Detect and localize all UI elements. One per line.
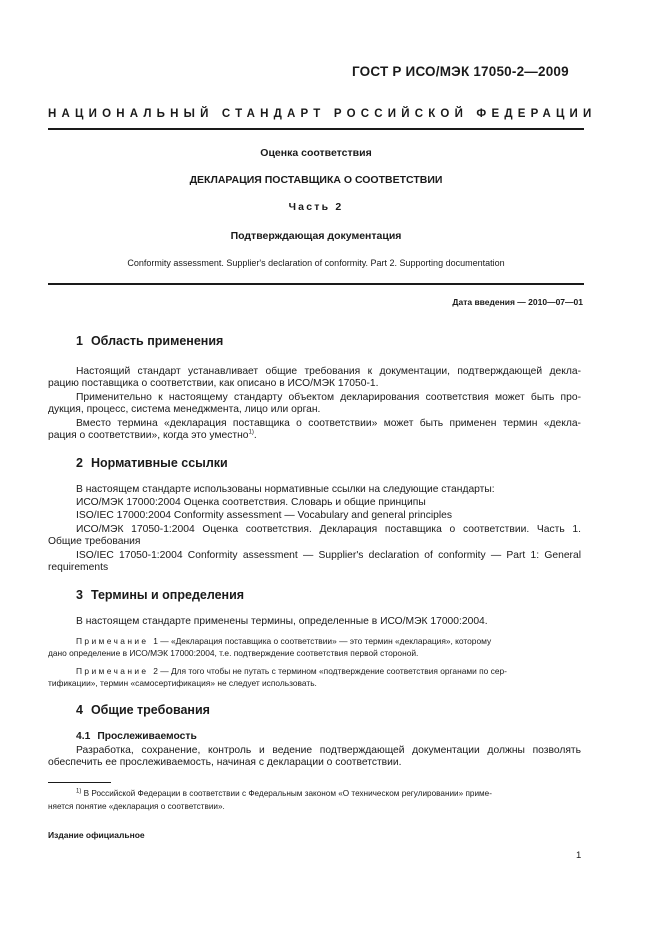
effective-date: Дата введения — 2010—07—01 <box>452 297 583 307</box>
section-1-p1-line1: Настоящий стандарт устанавливает общие требования к документации, подтверждающей декла- <box>76 366 581 377</box>
title-bottom-rule <box>48 283 584 285</box>
reference-4-line1: ISO/IEC 17050-1:2004 Conformity assessment — Supplier's declaration of conformity — Part 1: General <box>76 550 581 561</box>
reference-4-line2: requirements <box>48 562 109 573</box>
section-1-p2-line2: дукция, процесс, система менеджмента, лицо или орган. <box>48 404 321 415</box>
english-title: Conformity assessment. Supplier's declaration of conformity. Part 2. Supporting documentation <box>127 258 505 268</box>
subsection-title: Прослеживаемость <box>97 731 197 742</box>
part-label: Часть 2 <box>288 201 344 213</box>
section-1-p1-line2: рацию поставщика о соответствии, как описано в ИСО/МЭК 17050-1. <box>48 378 379 389</box>
section-3-heading <box>76 588 244 602</box>
title-line-1: Оценка соответствия <box>260 147 372 159</box>
section-number: 2 <box>76 456 83 470</box>
section-3-intro: В настоящем стандарте применены термины, определенные в ИСО/МЭК 17000:2004. <box>76 616 488 627</box>
section-4-p-line1: Разработка, сохранение, контроль и ведение подтверждающей документации должны позволять <box>76 745 581 756</box>
title-line-2: ДЕКЛАРАЦИЯ ПОСТАВЩИКА О СООТВЕТСТВИИ <box>189 174 443 186</box>
note-text: — «Декларация поставщика о соответствии» — это термин «декларация», которому <box>160 636 492 646</box>
section-1-heading <box>76 334 223 348</box>
reference-3-line2: Общие требования <box>48 536 141 547</box>
footnote-rule <box>48 782 111 783</box>
footnote-line2: няется понятие «декларация о соответствии». <box>48 802 225 811</box>
note-1-line1 <box>76 636 491 646</box>
text: . <box>253 430 257 441</box>
section-title: Термины и определения <box>90 588 245 602</box>
reference-2: ISO/IEC 17000:2004 Conformity assessment — Vocabulary and general principles <box>76 510 453 521</box>
footnote-mark: 1) <box>76 788 82 795</box>
subsection-4-1-heading <box>76 731 197 742</box>
note-text: — Для того чтобы не путать с термином «подтверждение соответствия органами по сер- <box>160 666 507 676</box>
subsection-number: 4.1 <box>76 731 91 742</box>
section-1-p3-line2 <box>48 430 257 441</box>
footnote-line1 <box>76 789 492 798</box>
section-title: Нормативные ссылки <box>90 456 228 470</box>
national-standard-banner: НАЦИОНАЛЬНЫЙ СТАНДАРТ РОССИЙСКОЙ ФЕДЕРАЦИИ <box>48 108 597 120</box>
text: рация о соответствии», когда это уместно <box>48 430 249 441</box>
section-number: 1 <box>76 334 83 348</box>
note-label: Примечание 2 <box>76 666 161 676</box>
note-label: Примечание 1 <box>76 636 161 646</box>
footnote-ref: 1) <box>248 429 254 436</box>
section-2-intro: В настоящем стандарте использованы нормативные ссылки на следующие стандарты: <box>76 484 495 495</box>
section-1-p3-line1: Вместо термина «декларация поставщика о соответствии» может быть применен термин «декла- <box>76 418 581 429</box>
note-1-line2: дано определение в ИСО/МЭК 17000:2004, т.е. подтверждение соответствия первой стороной. <box>48 648 419 658</box>
top-rule <box>48 128 584 130</box>
page-number: 1 <box>576 850 582 861</box>
section-4-p-line2: обеспечить ее прослеживаемость, начиная с декларации о соответствии. <box>48 757 402 768</box>
reference-3-line1: ИСО/МЭК 17050-1:2004 Оценка соответствия. Декларация поставщика о соответствии. Часть 1. <box>76 524 581 535</box>
section-1-p2-line1: Применительно к настоящему стандарту объектом декларирования соответствия может быть про- <box>76 392 581 403</box>
section-4-heading <box>76 703 210 717</box>
section-title: Область применения <box>90 334 224 348</box>
official-edition-label: Издание официальное <box>48 830 145 840</box>
footnote-text: В Российской Федерации в соответствии с Федеральным законом «О техническом регулировании» приме- <box>81 789 492 798</box>
section-number: 3 <box>76 588 83 602</box>
section-number: 4 <box>76 703 83 717</box>
subtitle: Подтверждающая документация <box>230 230 402 242</box>
note-2-line1 <box>76 666 507 676</box>
note-2-line2: тификации», термин «самосертификация» не следует использовать. <box>48 678 317 688</box>
section-2-heading <box>76 456 228 470</box>
reference-1: ИСО/МЭК 17000:2004 Оценка соответствия. Словарь и общие принципы <box>76 497 426 508</box>
section-title: Общие требования <box>90 703 210 717</box>
document-number: ГОСТ Р ИСО/МЭК 17050-2—2009 <box>352 64 569 79</box>
